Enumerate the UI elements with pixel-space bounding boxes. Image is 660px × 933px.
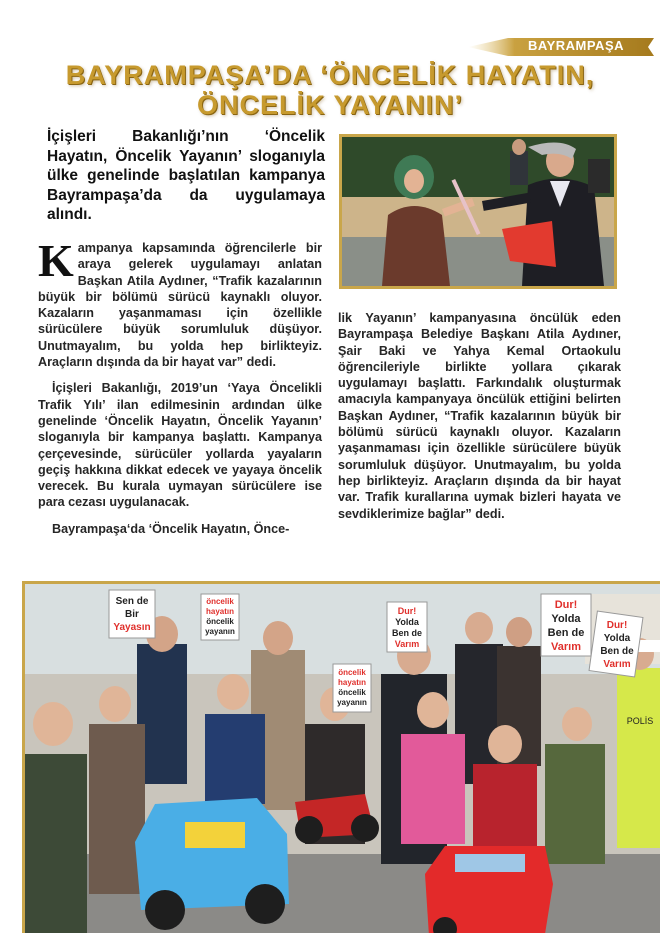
placard-dur-yolda-1	[387, 602, 427, 652]
svg-text:Yolda: Yolda	[395, 617, 419, 627]
svg-text:Dur!: Dur!	[554, 599, 578, 611]
svg-text:Dur!: Dur!	[397, 606, 417, 616]
svg-text:Yolda: Yolda	[551, 613, 581, 625]
drop-cap: K	[38, 235, 74, 286]
crowd-scene-illustration	[25, 584, 660, 933]
vest-label: POLİS	[626, 716, 654, 726]
placard-oncelik-hayatin-2	[333, 664, 371, 712]
svg-text:Bir: Bir	[125, 609, 139, 620]
placard-oncelik-hayatin-1	[201, 594, 239, 640]
article-column-2	[338, 310, 621, 532]
svg-text:Ben de: Ben de	[391, 628, 423, 638]
svg-text:öncelik: öncelik	[206, 617, 234, 626]
paragraph-4: lik Yayanın’ kampanyasına öncülük eden Bayrampaşa Belediye Başkanı Atila Aydıner, Şair Baki ve Yahya Kemal Ortaokulu öğrencileriyle birlikte yollara çıkarak uygulamayı başlattı. Farkındalık oluşturmak amacıyla kampanyaya öncülük ettiğini belirten Başkan Aydıner, “Trafik kazalarının büyük bir bölümü sürücü kaynaklı oluyor. Kazaların yaşanmaması için özellikle sürücülere büyük sorumluluk düşüyor. Unutmayalım, bu yolda hep birlikteyiz. Araçların dışında da bir hayat var. Trafik kurallarına uymak bizleri hayata ve sevdiklerimize bağlar” dedi.	[338, 311, 621, 521]
headline-line-2: ÖNCELİK YAYANIN’	[196, 90, 464, 120]
svg-text:Varım: Varım	[551, 641, 581, 653]
svg-text:Dur!: Dur!	[606, 620, 628, 631]
svg-text:Ben de: Ben de	[547, 627, 585, 639]
svg-text:Ben de: Ben de	[600, 646, 634, 657]
paragraph-2: İçişleri Bakanlığı, 2019’un ‘Yaya Öncelikli Trafik Yılı’ ilan edilmesinin ardından ülke genelinde ‘Öncelik Hayatın, Öncelik Yayanın’ sloganıyla bir kampanya başlattı. Kampanya çerçevesinde, sürücüler yollarda yayaların geçiş hakkına dikkat edecek ve yayaya öncelik verecek. Bu kurala uymayan sürücülere ise para cezası uygulanacak.	[38, 381, 322, 510]
svg-text:hayatın: hayatın	[337, 678, 367, 687]
placard-sen-de-bir-yayasin	[109, 590, 155, 638]
paragraph-1	[38, 235, 322, 370]
paragraph-3: Bayrampaşa‘da ‘Öncelik Hayatın, Önce-	[52, 521, 290, 536]
svg-text:Yayasın: Yayasın	[113, 622, 151, 633]
svg-text:yayanın: yayanın	[337, 698, 367, 707]
svg-text:Yolda: Yolda	[603, 633, 631, 644]
svg-text:Varım: Varım	[603, 659, 631, 670]
section-banner	[468, 36, 656, 58]
svg-text:yayanın: yayanın	[205, 627, 235, 636]
placard-dur-yolda-2	[541, 594, 591, 656]
svg-text:öncelik: öncelik	[206, 597, 234, 606]
svg-text:öncelik: öncelik	[338, 688, 366, 697]
top-photo	[339, 134, 617, 289]
headline	[20, 60, 640, 120]
svg-text:hayatın: hayatın	[205, 607, 235, 616]
svg-text:Sen de: Sen de	[115, 596, 149, 607]
article-column-1	[38, 235, 322, 547]
headline-line-1: BAYRAMPAŞA’DA ‘ÖNCELİK HAYATIN,	[65, 60, 595, 90]
placard-dur-yolda-3	[589, 611, 643, 677]
paragraph-1-text: ampanya kapsamında öğrencilerle bir araya gelerek uygulamayı anlatan Başkan Atila Aydıner, “Trafik kazalarının büyük bir bölümü sürücü kaynaklı oluyor. Kazaların yaşanmaması için özellikle sürücülere büyük sorumluluk düşüyor. Unutmayalım, bu yolda hep birlikteyiz. Araçların dışında da bir hayat var” dedi.	[38, 241, 322, 370]
svg-text:öncelik: öncelik	[338, 668, 366, 677]
main-photo	[22, 581, 660, 933]
lead-paragraph: İçişleri Bakanlığı’nın ‘Öncelik Hayatın, Öncelik Yayanın’ sloganıyla ülke genelinde başlatılan kampanya Bayrampaşa’da da uygulamaya alındı.	[47, 128, 325, 223]
banner-label: BAYRAMPAŞA	[527, 38, 624, 53]
svg-text:Varım: Varım	[394, 639, 420, 649]
ribbon-scene-illustration	[342, 137, 614, 286]
